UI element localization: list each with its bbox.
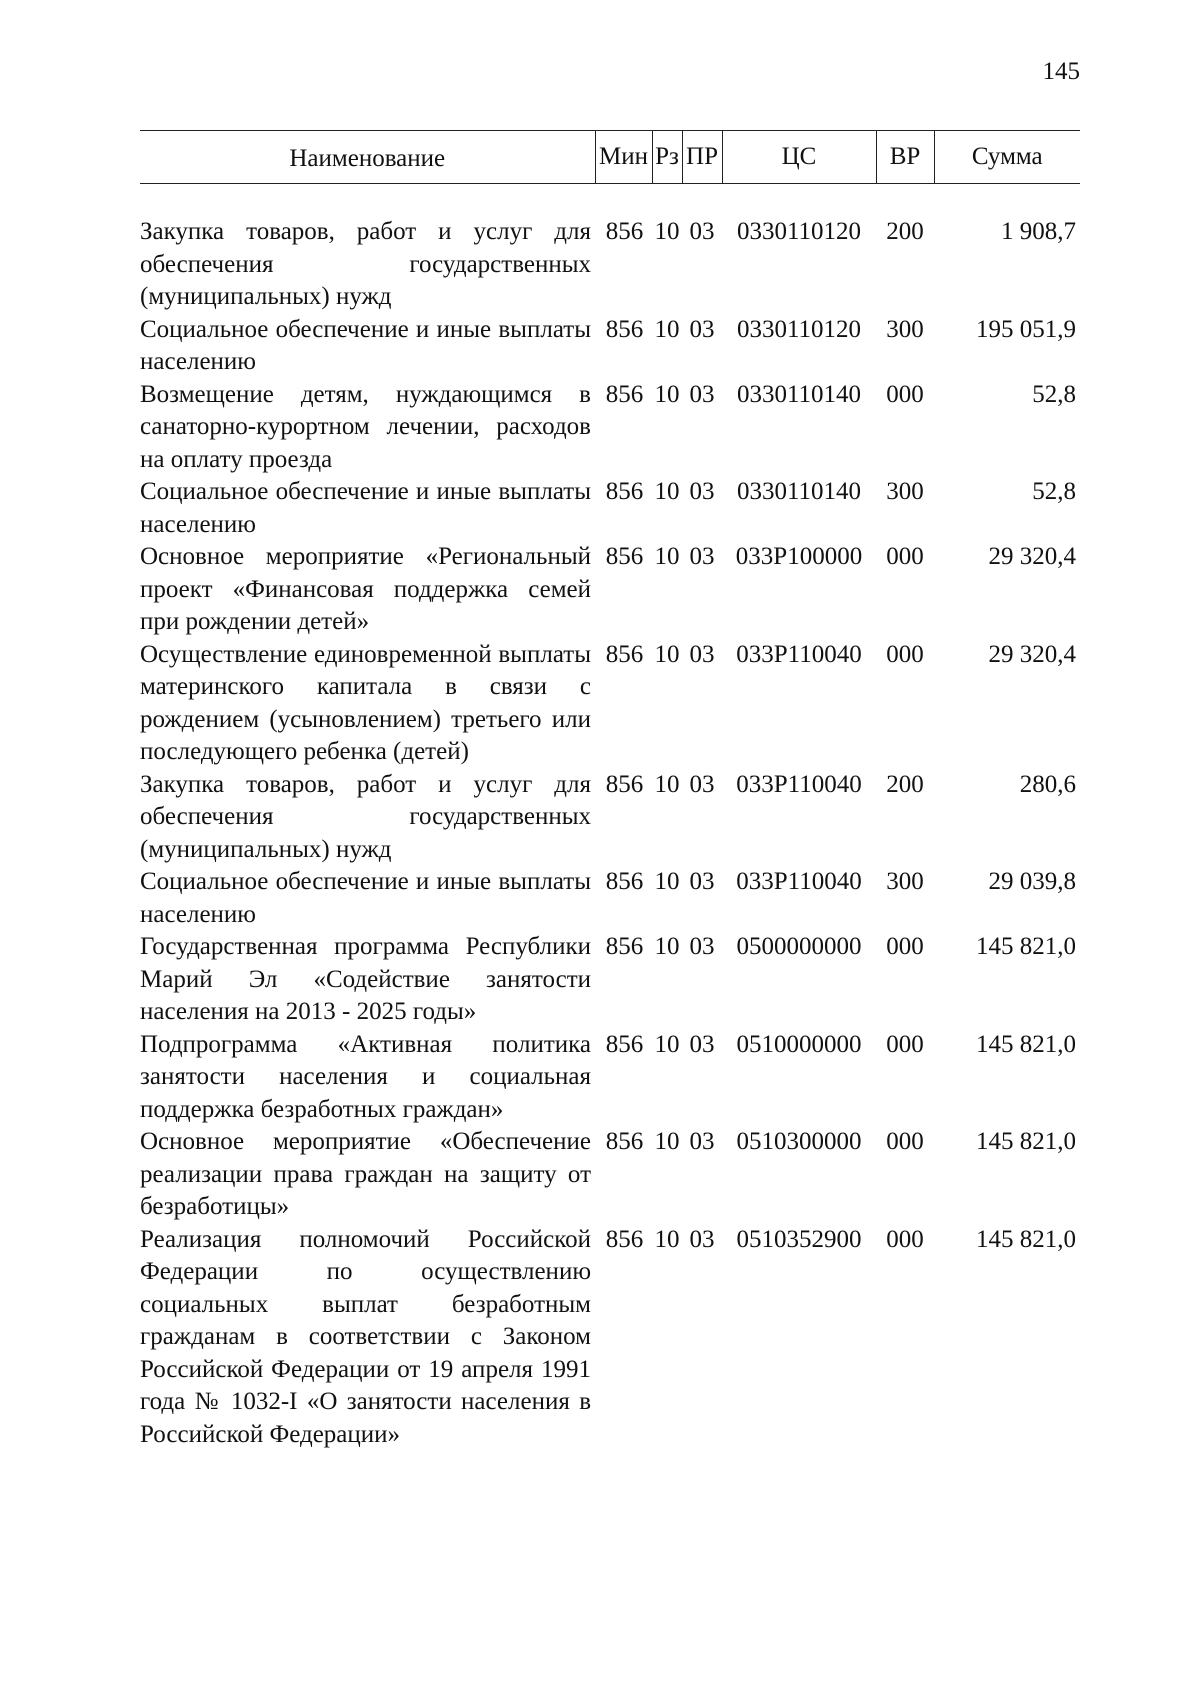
cell-pr: 03 <box>689 1030 715 1058</box>
cell-pr: 03 <box>689 933 715 960</box>
cell-vr: 000 <box>886 543 924 570</box>
cell-pr: 03 <box>689 543 715 570</box>
cell-name: Реализация полномочий Российской Федерации по осуществлению социальных выплат безработным гражданам в соответствии с Законом Российской Федерации от 19 апреля 1991 года № 1032-I «О занятости населения в Российской Федерации» <box>140 1225 591 1448</box>
cell-sum: 280,6 <box>1019 770 1076 798</box>
cell-name: Закупка товаров, работ и услуг для обеспечения государственных (муниципальных) нужд <box>140 770 591 863</box>
cell-min: 856 <box>605 1128 644 1155</box>
table-row <box>140 639 1080 769</box>
cell-min: 856 <box>605 770 644 798</box>
cell-rz: 10 <box>654 868 680 895</box>
cell-sum: 195 051,9 <box>976 315 1076 343</box>
page-number: 145 <box>1042 58 1080 85</box>
cell-vr: 000 <box>886 1128 924 1155</box>
cell-cs: 0330110140 <box>736 478 862 505</box>
cell-cs: 0330110120 <box>736 315 862 343</box>
cell-min: 856 <box>605 933 644 960</box>
cell-name: Основное мероприятие «Обеспечение реализации права граждан на защиту от безработицы» <box>140 1128 591 1220</box>
budget-table <box>140 130 1080 1451</box>
table-row <box>140 1224 1080 1452</box>
cell-pr: 03 <box>689 478 715 505</box>
cell-vr: 000 <box>886 380 924 408</box>
cell-name: Основное мероприятие «Региональный проект «Финансовая поддержка семей при рождении детей» <box>140 543 591 635</box>
table-row <box>140 1029 1080 1127</box>
cell-vr: 300 <box>886 315 924 343</box>
cell-min: 856 <box>605 478 644 505</box>
cell-vr: 000 <box>886 933 924 960</box>
header-vr: ВР <box>876 131 934 184</box>
header-name: Наименование <box>140 131 595 184</box>
cell-rz: 10 <box>654 933 680 960</box>
cell-pr: 03 <box>689 380 715 408</box>
cell-rz: 10 <box>654 543 680 570</box>
cell-rz: 10 <box>654 1128 680 1155</box>
cell-rz: 10 <box>654 380 680 408</box>
cell-rz: 10 <box>654 1225 680 1253</box>
cell-cs: 0510300000 <box>736 1128 862 1155</box>
cell-vr: 300 <box>886 868 924 895</box>
cell-name: Социальное обеспечение и иные выплаты населению <box>140 315 591 375</box>
spacer-cell <box>140 184 1080 217</box>
cell-sum: 52,8 <box>1032 380 1076 408</box>
cell-min: 856 <box>605 640 644 668</box>
table-row <box>140 541 1080 639</box>
cell-sum: 29 320,4 <box>988 543 1076 570</box>
cell-vr: 000 <box>886 1030 924 1058</box>
cell-pr: 03 <box>689 640 715 668</box>
cell-min: 856 <box>605 1225 644 1253</box>
cell-rz: 10 <box>654 218 680 245</box>
cell-name: Осуществление единовременной выплаты материнского капитала в связи с рождением (усыновлением) третьего или последующего ребенка (детей) <box>140 640 591 765</box>
cell-cs: 033P110040 <box>736 640 862 668</box>
cell-cs: 033P100000 <box>735 543 863 570</box>
cell-rz: 10 <box>654 1030 680 1058</box>
table-row <box>140 866 1080 931</box>
cell-name: Закупка товаров, работ и услуг для обеспечения государственных (муниципальных) нужд <box>140 218 591 310</box>
cell-vr: 000 <box>886 640 924 668</box>
cell-vr: 200 <box>886 218 924 245</box>
header-rz: Рз <box>652 131 682 184</box>
table-row <box>140 1126 1080 1224</box>
table-row <box>140 216 1080 314</box>
cell-pr: 03 <box>689 315 715 343</box>
cell-min: 856 <box>605 868 644 895</box>
table-row <box>140 931 1080 1029</box>
cell-vr: 000 <box>886 1225 924 1253</box>
cell-pr: 03 <box>689 218 715 245</box>
cell-min: 856 <box>605 1030 644 1058</box>
header-cs: ЦС <box>722 131 876 184</box>
table-header <box>140 131 1080 184</box>
table-row <box>140 476 1080 541</box>
cell-cs: 0500000000 <box>736 933 862 960</box>
cell-pr: 03 <box>689 1225 715 1253</box>
cell-cs: 0510000000 <box>736 1030 862 1058</box>
header-sum: Сумма <box>934 131 1080 184</box>
cell-min: 856 <box>605 315 644 343</box>
cell-cs: 033P110040 <box>736 770 862 798</box>
cell-sum: 145 821,0 <box>976 1225 1076 1253</box>
cell-min: 856 <box>605 218 644 245</box>
cell-sum: 145 821,0 <box>976 933 1076 960</box>
cell-name: Социальное обеспечение и иные выплаты населению <box>140 868 591 928</box>
cell-cs: 033P110040 <box>736 868 862 895</box>
cell-cs: 0330110140 <box>736 380 862 408</box>
cell-sum: 29 039,8 <box>988 868 1076 895</box>
cell-pr: 03 <box>689 1128 715 1155</box>
header-min: Мин <box>595 131 652 184</box>
table-row <box>140 314 1080 379</box>
cell-name: Подпрограмма «Активная политика занятости населения и социальная поддержка безработных граждан» <box>140 1030 591 1123</box>
cell-sum: 52,8 <box>1032 478 1076 505</box>
cell-rz: 10 <box>654 640 680 668</box>
header-pr: ПР <box>682 131 722 184</box>
cell-pr: 03 <box>689 770 715 798</box>
cell-rz: 10 <box>654 478 680 505</box>
cell-name: Государственная программа Республики Марий Эл «Содействие занятости населения на 2013 - 2025 годы» <box>140 933 591 1025</box>
cell-sum: 29 320,4 <box>988 640 1076 668</box>
cell-vr: 300 <box>886 478 924 505</box>
cell-rz: 10 <box>654 315 680 343</box>
cell-name: Возмещение детям, нуждающимся в санаторно-курортном лечении, расходов на оплату проезда <box>140 380 591 473</box>
cell-min: 856 <box>605 543 644 570</box>
cell-rz: 10 <box>654 770 680 798</box>
header-spacer <box>140 184 1080 217</box>
table-row <box>140 379 1080 477</box>
cell-pr: 03 <box>689 868 715 895</box>
cell-sum: 1 908,7 <box>1001 218 1076 245</box>
cell-vr: 200 <box>886 770 924 798</box>
cell-sum: 145 821,0 <box>976 1030 1076 1058</box>
cell-min: 856 <box>605 380 644 408</box>
table-body <box>140 184 1080 1452</box>
cell-name: Социальное обеспечение и иные выплаты населению <box>140 478 591 538</box>
table-row <box>140 769 1080 867</box>
cell-cs: 0510352900 <box>736 1225 862 1253</box>
cell-cs: 0330110120 <box>736 218 862 245</box>
cell-sum: 145 821,0 <box>976 1128 1076 1155</box>
